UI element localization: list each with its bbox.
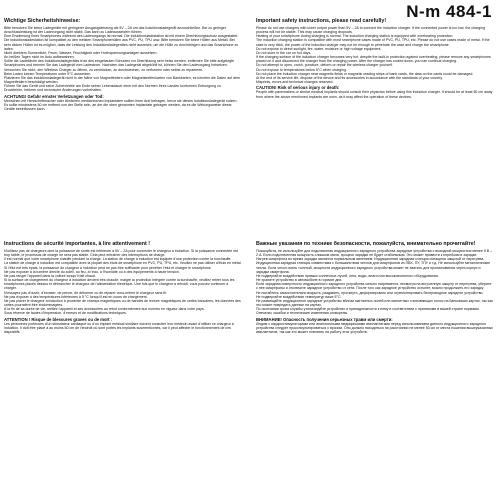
russian-title: Важные указания по технике безопасности, пожалуйста, внимательно прочитайте! xyxy=(256,241,476,247)
french-title: Instructions de sécurité importantes, à lire attentivement ! xyxy=(4,241,150,247)
french-paragraph: Sous réserve de fautes d'impression, d'erreurs et de modifications techniques. xyxy=(4,311,127,316)
french-paragraph: Ne pas exposer à des températures inférieures à 5 °C lorsqu'il est en cours de chargement. xyxy=(4,294,148,299)
german-paragraph: Beim Laden keinen Temperaturen unter 5°C aussetzen. xyxy=(4,71,92,76)
russian-paragraph: Опечатки, ошибки и технические изменения оговорены. xyxy=(256,311,349,316)
english-paragraph: Do not expose to direct sunlight, fire, water, moisture or high voltage equipment. xyxy=(256,46,382,51)
german-paragraph: Druckfehler, Irrtümer und technische Änderungen vorbehalten. xyxy=(4,88,102,93)
english-paragraph: Do not store in the car on hot days. xyxy=(256,50,312,55)
french-paragraph: N'essayez pas d'ouvrir, d'écraser, de percer, de déformer ou de réparer vous-même le chargeur sans fil. xyxy=(4,290,167,295)
french-paragraph: Ne pas placer le chargeur à induction à proximité de champs magnétiques ou de bandes de lecture magnétiques de cartes bancaires, les données des cartes pourraient être endommagées. xyxy=(4,298,241,308)
english-paragraph: At the end of its service life, dispose of the device and its accessories in accordance with the standards of your country. xyxy=(256,75,443,80)
english-warning-title: CAUTION! Risk of serious injury or death: xyxy=(256,85,340,91)
english-paragraph: Misprints, errors and technical changes reserved. xyxy=(256,80,334,85)
russian-paragraph: Не размещайте индукционное зарядное устройство вблизи магнитных полей или магнитных считывающих полос на банковских картах, так как это может повредить данные на картах. xyxy=(256,298,493,308)
russian-paragraph: Не храните устройство в автомобиле в горячие дни. xyxy=(256,278,343,283)
german-paragraph: Die Induktionsladestation ist kompatibel zu den meisten Smartphonehüllen aus PVC, PU, TPU usw. Bitte benutzen Sie keine Hüllen aus Metall. Bei sehr dicken Hüllen ist es möglich, dass die Leistung des Induktionsladegerätes nicht ausreicht, um die Hülle zu durchdringen und das Smartphone zu laden. xyxy=(4,38,239,51)
german-paragraph: Bitte benutzen Sie keine Ladegeräte mit geringerer Ausgangsleistung als 5V – 2A um das Induktionsladegerät anzuschließen. Bei zu geringer Anschlussleistung ist der Ladevorgang nicht stabil. Das kann zu Ladeaussetzern führen. xyxy=(4,26,227,35)
french-warning-text: Les personnes porteuses d'un stimulateur cardiaque ou d'un implant médical similaire doivent consulter leur médecin avant d'utiliser ce chargeur à induction. Il doit être placé à au moins 50 cm de l'endroit où sont portés les implants susmentionnés, car il peut affecter le fonctionnement de ces dispositifs. xyxy=(4,321,234,334)
english-paragraph: Heating of your smartphone during charging is normal. The induction charging station is equipped with overheating protection. xyxy=(256,34,454,39)
german-warning-title: ACHTUNG! Gefahr ernster Verletzungen oder Tod: xyxy=(4,93,104,99)
russian-paragraph: Если зарядная поверхность индукционного зарядного устройства сильно нагревается, несмотря на встроенную защиту от перегрева, уберите с нее смартфоны и отключите зарядное устройство от сети. После того как зарядное устройство остынет, можно продолжить его зарядку. xyxy=(256,282,492,291)
english-paragraph: Do not expose to temperatures below 5°C when charging. xyxy=(256,67,347,72)
french-paragraph: Il est normal que votre smartphone chauffe pendant la charge. La station de charge à induction est équipée d'une protection contre la surchauffe. xyxy=(4,257,232,262)
russian-paragraph: Индукционная зарядная станция совместима с большинством чехлов для смартфонов из ПВХ, ПУ, ТПУ и т.д. Не используйте металлические чехлы. Если чехол очень толстый, мощности индукционного зарядного устройства может не хватить для проникновения через корпус и зарядки смартфона. xyxy=(256,261,491,274)
french-paragraph: À la fin de sa durée de vie, mettez l'appareil et ses accessoires au rebut conformément aux normes en vigueur dans votre pays. xyxy=(4,307,205,312)
german-paragraph: Versuchen Sie nicht, den Wireless Charger zu öffnen, zu zerdrücken, zu durchstechen, zu verformen oder selbst zu reparieren. xyxy=(4,67,204,72)
russian-paragraph: По окончании срока службы утилизируйте устройство и принадлежности к нему в соответствии с принятыми в вашей стране нормами. xyxy=(256,307,480,312)
english-warning-text: People with pacemakers or similar medical implants should consult their physician before using this induction charger. It should be at least 50 cm away from where the above mentioned implants are worn, as it may affect the operation of these devices. xyxy=(256,90,493,99)
german-title: Wichtige Sicherheitshinweise: xyxy=(4,18,81,24)
german-paragraph: Führen Sie das Gerät und seine Zubehörteile am Ende seiner Lebensdauer einer mit den Normen Ihres Landes konformen Entsorgung zu. xyxy=(4,84,222,89)
french-paragraph: N'utilisez pas de chargeurs dont la puissance de sortie est inférieure à 5V – 2A pour connecter le chargeur à induction. Si la puissance connectée est trop faible, le processus de charge ne sera pas stable. Cela peut entraîner des interruptions de charge. xyxy=(4,249,238,258)
english-paragraph: The induction charging station is compatible with most smartphone cases made of PVC, PU, TPU, etc. Please do not use cases made of metal. If the case is very thick, the power of the induction charger may not be enough to penetrate the case and charge the smartphone. xyxy=(256,38,490,47)
russian-section xyxy=(256,241,494,499)
german-section xyxy=(4,18,242,244)
french-paragraph: La station de charge à induction est compatible avec la plupart des étuis de smartphone en PVC, PU, TPU, etc. Veuillez ne pas utiliser d'étuis en métal. Si l'étui est très épais, la puissance du chargeur à induction peut ne pas être suffisante pour pénétrer l'étui et charger le smartphone. xyxy=(4,261,242,270)
english-title: Important safety instructions, please read carefully! xyxy=(256,18,387,24)
french-paragraph: Ne pas ranger l'appareil dans la voiture lorsqu'il fait chaud. xyxy=(4,273,96,278)
german-paragraph: Sollte die Ladefläche des Induktionsladegerätes trotz des eingebauten Schutzes vor Überhitzung sehr heiss werden, entfernen Sie bitte aufgelegte Smartphones und trennen Sie das Ladegerät vom Ladestrom. Nachdem das Ladegerät abgekühlt ist, können Sie den Ladevorgang fortsetzen. xyxy=(4,59,235,68)
french-warning-title: ATTENTION ! Risque de blessures graves ou de mort : xyxy=(4,316,113,322)
model-number: N-m 484-1 xyxy=(406,2,492,21)
russian-paragraph: Пожалуйста, не используйте для подключения индукционного зарядного устройства зарядные устройства с выходной мощностью менее 5 В – 2 А. Если подключенная мощность слишком мала, процесс зарядки не будет стабильным. Это может привести к перебоям в зарядке. xyxy=(256,249,493,258)
german-warning-text: Menschen mit Herzschrittmacher oder ähnlichen medizinischen Implantaten sollten ihren Arzt befragen, bevor sie dieses Induktionsladegerät nutzen. Es sollte mindestens 50 cm entfernt von der Stelle sein, an der die oben genannten Implantate getragen werden, da es die Wirkungsweise dieser Geräte beeinflussen kann. xyxy=(4,98,238,111)
german-paragraph: An heißen Tagen nicht im Auto aufbewahren. xyxy=(4,55,75,60)
english-paragraph: Please do not use chargers with lower output power than 5V – 2A to connect the induction charger. If the connected power is too low, the charging process will not be stable. This may cause charging dropouts. xyxy=(256,26,485,35)
german-paragraph: Nicht direktem Sonnenlicht, Feuer, Wasser, Feuchtigkeit oder Hochspannungsanlagen aussetzen. xyxy=(4,50,158,55)
english-paragraph: Do not place the induction charger near magnetic fields or magnetic reading strips of bank cards, the data on the cards could be damaged. xyxy=(256,71,474,76)
russian-paragraph: Нагрев смартфона во время зарядки является нормальным явлением. Индукционная зарядная станция оснащена защитой от перегрева. xyxy=(256,257,485,262)
german-paragraph: Platzieren Sie das Induktionsladegerät nicht in der Nähe von Magnetfeldern oder Magnetstreifenkarten von Bankkarten, es könnten die Daten auf dem Magnetfeldern beschädigt werden. xyxy=(4,75,241,85)
french-paragraph: Ne pas exposer à la lumière directe du soleil, au feu, à l'eau, à l'humidité ou à des équipements à haute tension. xyxy=(4,269,180,274)
english-paragraph: Do not attempt to open, crush, puncture, deform or repair the wireless charger yourself. xyxy=(256,63,393,68)
french-section xyxy=(4,241,242,499)
french-paragraph: Si la surface de chargement du chargeur à induction devient très chaude, malgré la protection intégrée contre la surchauffe, veuillez retirer tous les smartphones placés dessus et débrancher le chargeur de l'alimentation électrique. Une fois que le chargeur a refroidi, vous pouvez continuer à charger. xyxy=(4,278,235,291)
russian-paragraph: Не подвергайте воздействию температур ниже 5°C. xyxy=(256,294,342,299)
english-section xyxy=(256,18,494,244)
russian-warning-text: Людям с кардиостимуляторами или аналогичными медицинскими имплантатами перед использованием данного индукционного зарядного устройства следует проконсультироваться с врачом. Оно должно находиться на расстоянии не менее 50 см от места ношения вышеуказанных имплантатов, так как это может повлиять на работу этих устройств. xyxy=(256,321,494,334)
german-paragraph: Eine Erwärmung Ihres Smartphones während des Ladevorgangs ist normal. Die Induktionsladestation ist mit einem Überhitzungsschutz ausgestattet. xyxy=(4,34,239,39)
russian-paragraph: Не пытайтесь самостоятельно вскрыть, раздавить, проткнуть, деформировать или отремонтировать беспроводное зарядное устройство. xyxy=(256,290,484,295)
russian-paragraph: Не подвергайте воздействию прямых солнечных лучей, огня, воды, влаги или высоковольтного оборудования. xyxy=(256,273,439,278)
english-paragraph: If the charging surface of the induction charger becomes very hot, despite the built-in protection against overheating, please remove any smartphones placed on it and disconnect the charger from the charging power. After the charger has cooled down, you can continue charging. xyxy=(256,55,491,64)
russian-warning-title: ВНИМАНИЕ! Опасность получения серьезных травм или смерти: xyxy=(256,316,393,322)
